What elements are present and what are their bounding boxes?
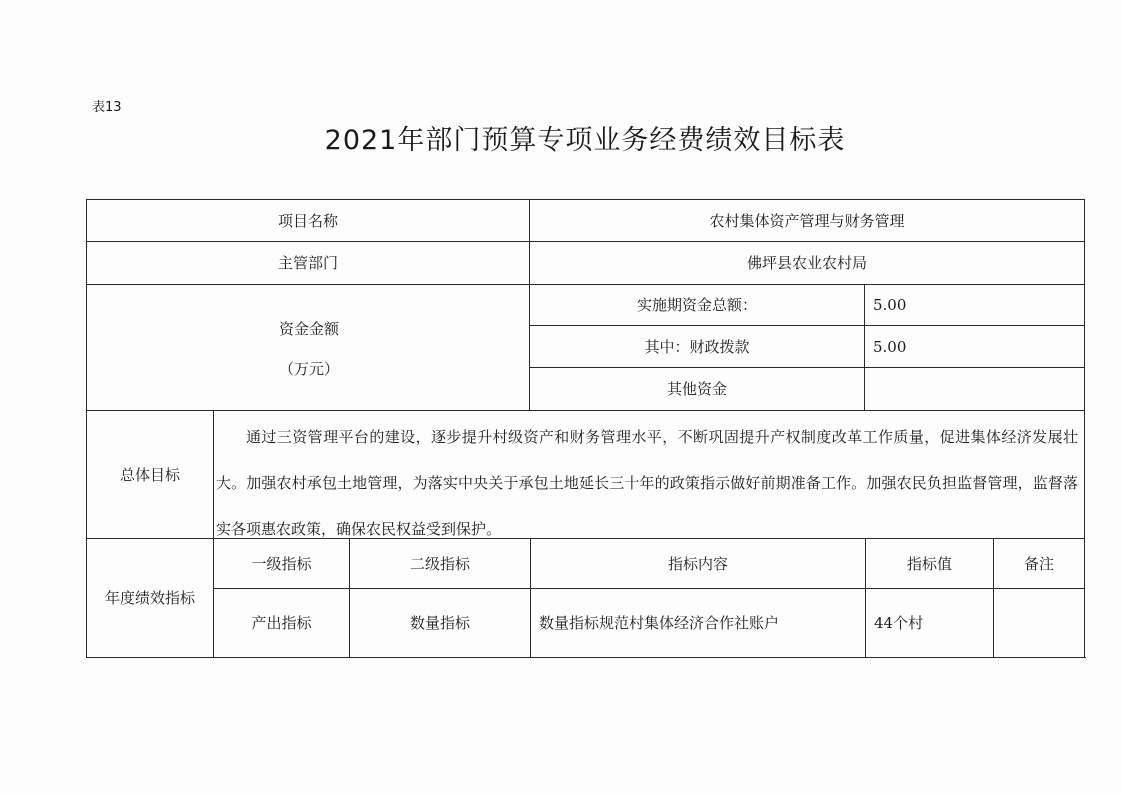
table-right-border [1084, 199, 1085, 658]
annual-indicators-label: 年度绩效指标 [104, 589, 195, 607]
department-label: 主管部门 [277, 254, 338, 272]
indicator-level1: 产出指标 [251, 614, 312, 632]
table-bottom-border [86, 657, 1086, 658]
fiscal-allocation-value: 5.00 [873, 337, 907, 356]
overall-goal-label: 总体目标 [119, 465, 180, 484]
other-funds-label: 其他资金 [666, 380, 727, 398]
total-funds-value: 5.00 [873, 296, 907, 314]
project-name-value: 农村集体资产管理与财务管理 [709, 211, 905, 230]
other-funds-value [865, 368, 1084, 410]
header-content: 指标内容 [667, 554, 728, 573]
header-note: 备注 [1023, 554, 1054, 573]
funds-label: 资金金额 [278, 320, 339, 338]
indicator-note [994, 589, 1084, 657]
overall-goal-text: 通过三资管理平台的建设，逐步提升村级资产和财务管理水平，不断巩固提升产权制度改革工作质量，促进集体经济发展壮大。加强农村承包土地管理，为落实中央关于承包土地延长三十年的政策指示做好前期准备工作。加强农民负担监督管理，监督落实各项惠农政策，确保农民权益受到保护。 [216, 428, 1078, 538]
indicator-content: 数量指标规范村集体经济合作社账户 [539, 614, 780, 632]
funds-unit: （万元） [278, 360, 339, 378]
table-number: 表13 [92, 100, 122, 115]
total-funds-label: 实施期资金总额： [636, 296, 757, 314]
fiscal-allocation-label: 其中：财政拨款 [644, 337, 750, 356]
indicator-level2: 数量指标 [409, 614, 470, 632]
project-name-label: 项目名称 [277, 211, 338, 230]
header-value: 指标值 [906, 554, 952, 573]
page-title: 2021年部门预算专项业务经费绩效目标表 [324, 125, 846, 156]
header-level1: 一级指标 [251, 554, 312, 573]
header-level2: 二级指标 [409, 554, 470, 573]
row-divider [86, 410, 1085, 411]
department-value: 佛坪县农业农村局 [746, 254, 867, 272]
indicator-value: 44个村 [874, 614, 924, 632]
